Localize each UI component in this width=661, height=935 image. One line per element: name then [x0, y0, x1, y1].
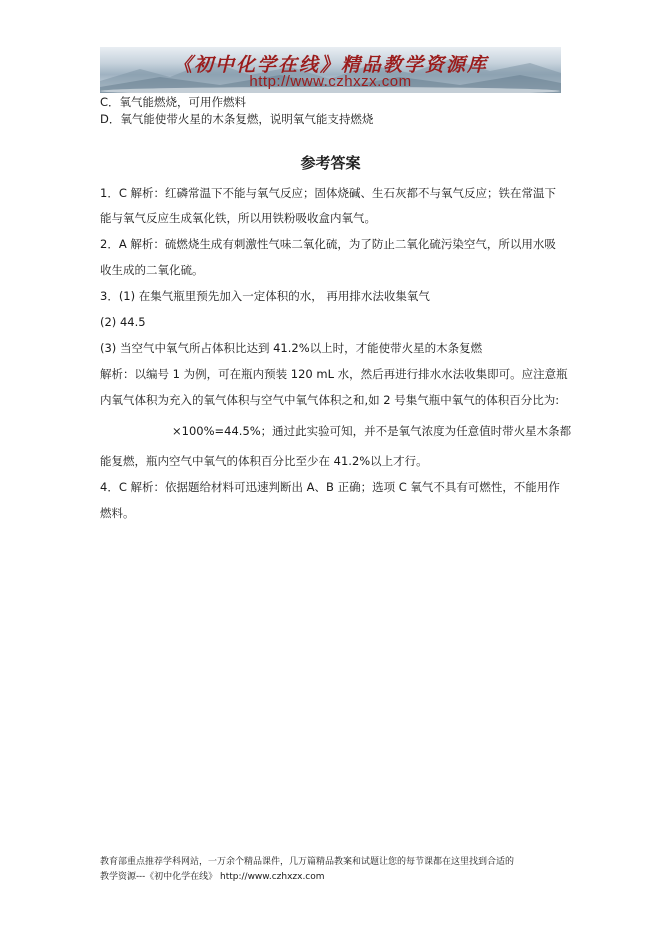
- answer-1-line-1: 1．C 解析：红磷常温下不能与氧气反应；固体烧碱、生石灰都不与氧气反应；铁在常温下: [100, 186, 556, 200]
- banner-url[interactable]: http://www.czhxzx.com: [249, 73, 412, 90]
- answer-4-line-2: 燃料。: [100, 506, 135, 520]
- answer-3-explanation-line-4: 能复燃，瓶内空气中氧气的体积百分比至少在 41.2%以上才行。: [100, 454, 428, 468]
- page-footer: [100, 855, 570, 885]
- answer-2-line-2: 收生成的二氧化硫。: [100, 263, 204, 277]
- answer-3-part-3: (3) 当空气中氧气所占体积比达到 41.2%以上时，才能使带火星的木条复燃: [100, 341, 483, 355]
- footer-url-link[interactable]: http://www.czhxzx.com: [220, 872, 325, 882]
- answer-3-explanation-line-3: ×100%=44.5%；通过此实验可知，并不是氧气浓度为任意值时带火星木条都: [172, 424, 572, 438]
- option-d: D．氧气能使带火星的木条复燃，说明氧气能支持燃烧: [100, 112, 374, 126]
- answer-4-line-1: 4．C 解析：依据题给材料可迅速判断出 A、B 正确；选项 C 氧气不具有可燃性，不能用作: [100, 480, 560, 494]
- answer-3-explanation-line-2: 内氧气体积为充入的氧气体积与空气中氧气体积之和,如 2 号集气瓶中氧气的体积百分比为:: [100, 393, 560, 407]
- answer-3-explanation-line-1: 解析：以编号 1 为例，可在瓶内预装 120 mL 水，然后再进行排水水法收集即可。应注意瓶: [100, 367, 568, 381]
- answer-2-line-1: 2．A 解析：硫燃烧生成有刺激性气味二氧化硫，为了防止二氧化硫污染空气，所以用水吸: [100, 237, 556, 251]
- footer-source: 教学资源---《初中化学在线》: [100, 872, 218, 882]
- header-banner: [100, 47, 561, 93]
- page-title: 参考答案: [300, 154, 361, 172]
- answer-1-line-2: 能与氧气反应生成氧化铁，所以用铁粉吸收盒内氧气。: [100, 211, 376, 225]
- answer-3-part-2: (2) 44.5: [100, 315, 146, 329]
- option-c: C．氧气能燃烧，可用作燃料: [100, 95, 247, 109]
- banner-title: 《初中化学在线》精品教学资源库: [172, 54, 488, 76]
- footer-line-2: [100, 870, 570, 885]
- answer-3-part-1: 3．(1) 在集气瓶里预先加入一定体积的水， 再用排水法收集氧气: [100, 289, 430, 303]
- footer-line-1: 教育部重点推荐学科网站，一万余个精品课件，几万篇精品教案和试题让您的每节课都在这里找到合适的: [100, 857, 515, 867]
